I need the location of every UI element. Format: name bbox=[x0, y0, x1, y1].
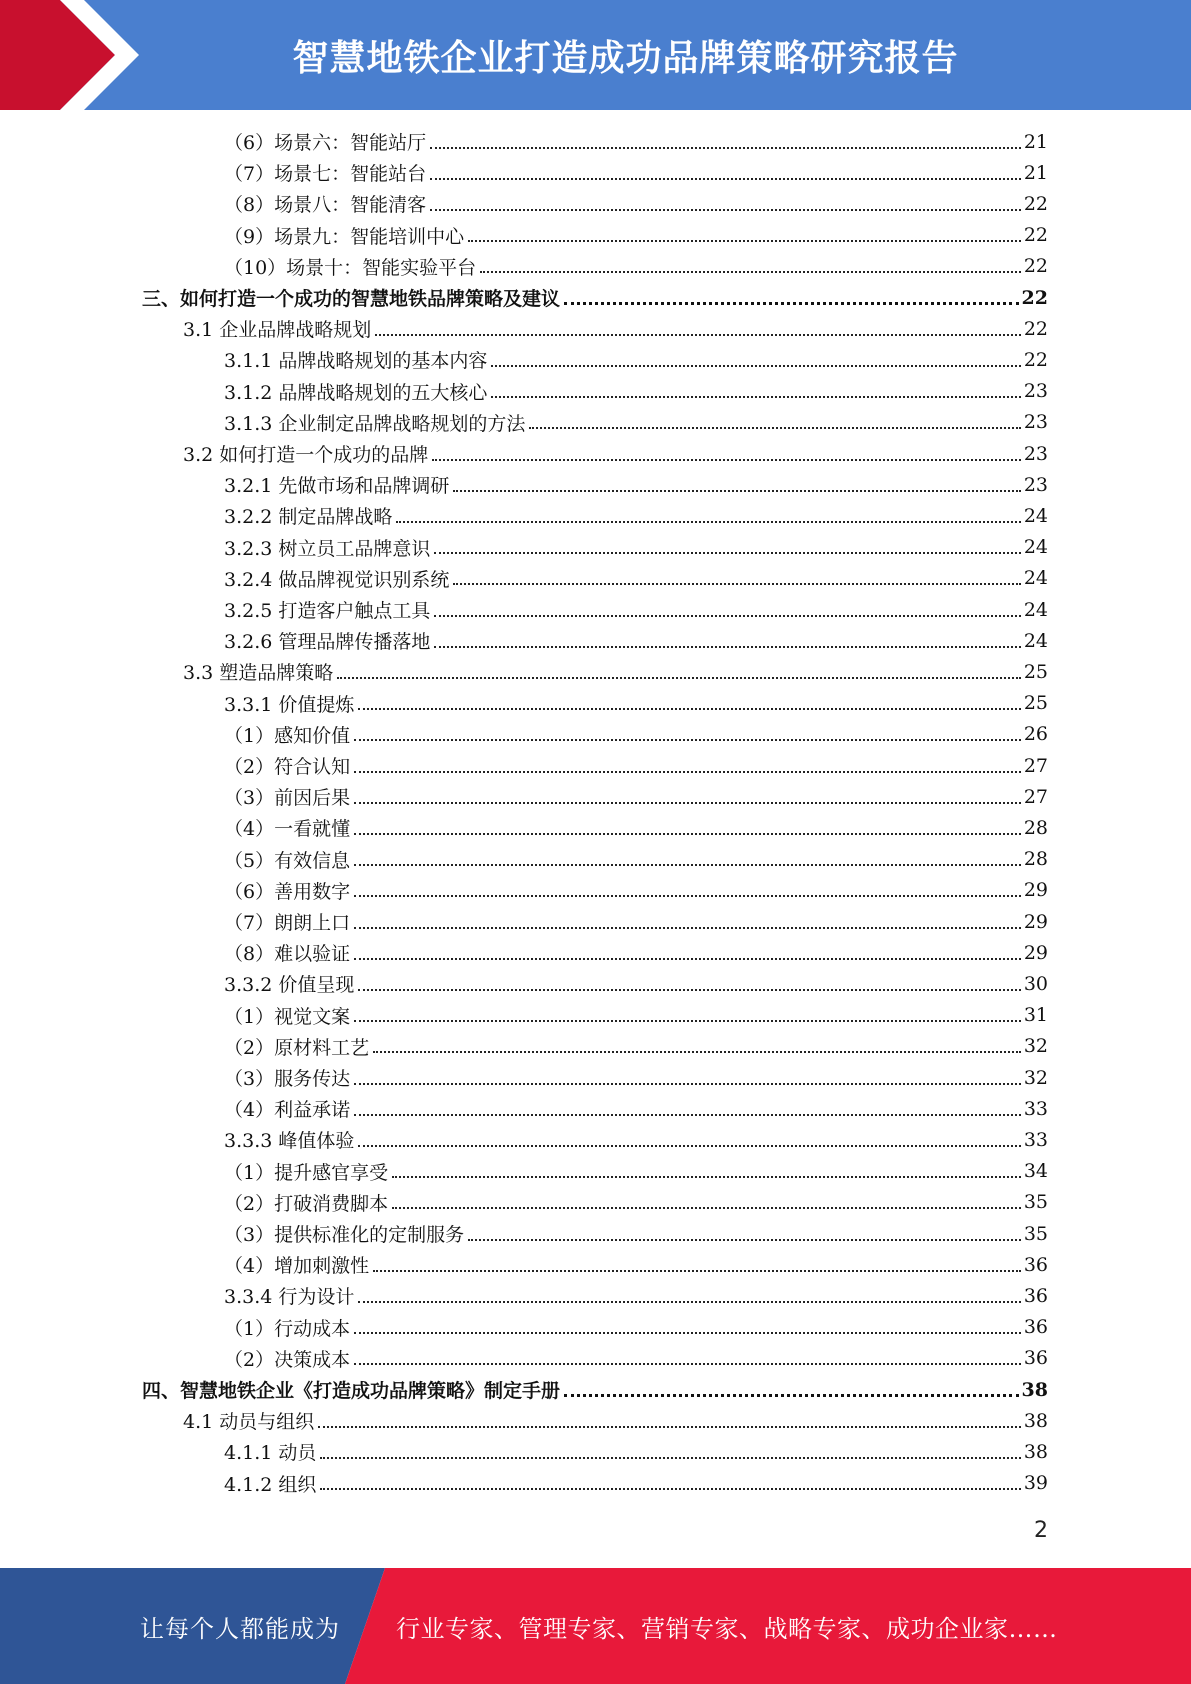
toc-entry-title: （2）原材料工艺 bbox=[224, 1036, 370, 1059]
toc-entry-title: （6）场景六：智能站厅 bbox=[224, 132, 427, 154]
toc-entry[interactable] bbox=[224, 875, 1048, 906]
toc-dot-leader bbox=[480, 271, 1021, 273]
toc-entry-title: 3.1 企业品牌战略规划 bbox=[183, 319, 372, 342]
toc-dot-leader bbox=[430, 209, 1021, 211]
toc-dot-leader bbox=[396, 521, 1020, 523]
toc-entry-page: 29 bbox=[1023, 910, 1048, 933]
toc-entry-page: 23 bbox=[1023, 380, 1048, 403]
toc-entry-title: （3）前因后果 bbox=[224, 787, 351, 810]
toc-dot-leader bbox=[529, 427, 1020, 429]
toc-dot-leader bbox=[337, 677, 1021, 679]
toc-entry-title: 3.2.3 树立员工品牌意识 bbox=[224, 537, 431, 560]
toc-entry-page: 32 bbox=[1023, 1035, 1048, 1058]
toc-entry[interactable] bbox=[224, 594, 1048, 625]
toc-entry[interactable] bbox=[224, 469, 1048, 500]
chevron-arrow-icon bbox=[0, 0, 160, 110]
toc-entry-page: 30 bbox=[1023, 972, 1048, 995]
toc-entry[interactable] bbox=[224, 344, 1048, 375]
toc-entry-page: 29 bbox=[1023, 879, 1048, 902]
toc-entry-page: 22 bbox=[1023, 317, 1048, 340]
toc-entry-title: 3.3 塑造品牌策略 bbox=[183, 662, 334, 685]
toc-dot-leader bbox=[430, 147, 1021, 149]
toc-entry[interactable] bbox=[224, 1312, 1048, 1343]
toc-entry-title: （1）提升感官享受 bbox=[224, 1161, 389, 1184]
toc-dot-leader bbox=[354, 833, 1021, 835]
toc-entry[interactable] bbox=[224, 906, 1048, 937]
toc-entry-page: 24 bbox=[1023, 629, 1048, 652]
toc-entry[interactable] bbox=[224, 1062, 1048, 1093]
toc-entry-page: 38 bbox=[1021, 1378, 1048, 1401]
toc-entry-title: （4）利益承诺 bbox=[224, 1099, 351, 1122]
toc-dot-leader bbox=[354, 864, 1021, 866]
page-number: 2 bbox=[1034, 1518, 1048, 1543]
toc-dot-leader bbox=[468, 240, 1021, 242]
toc-entry-page: 21 bbox=[1023, 130, 1048, 153]
toc-entry-page: 24 bbox=[1023, 504, 1048, 527]
toc-entry[interactable] bbox=[224, 750, 1048, 781]
toc-entry-page: 28 bbox=[1023, 848, 1048, 871]
toc-entry[interactable] bbox=[224, 376, 1048, 407]
toc-dot-leader bbox=[434, 615, 1020, 617]
toc-entry-title: 4.1 动员与组织 bbox=[183, 1411, 315, 1434]
toc-entry-page: 38 bbox=[1023, 1440, 1048, 1463]
toc-entry[interactable] bbox=[224, 188, 1048, 219]
toc-entry[interactable] bbox=[224, 1000, 1048, 1031]
toc-entry-page: 36 bbox=[1023, 1316, 1048, 1339]
toc-dot-leader bbox=[354, 1083, 1021, 1085]
toc-entry-page: 25 bbox=[1023, 692, 1048, 715]
toc-entry-title: 3.2.4 做品牌视觉识别系统 bbox=[224, 568, 450, 591]
toc-dot-leader bbox=[354, 895, 1021, 897]
toc-entry-title: 3.2.6 管理品牌传播落地 bbox=[224, 631, 431, 654]
toc-entry[interactable] bbox=[224, 220, 1048, 251]
toc-entry-title: 3.3.4 行为设计 bbox=[224, 1286, 355, 1309]
toc-entry[interactable] bbox=[224, 1280, 1048, 1311]
toc-dot-leader bbox=[453, 583, 1020, 585]
toc-entry[interactable] bbox=[224, 126, 1048, 157]
toc-entry-title: （1）行动成本 bbox=[224, 1317, 351, 1340]
toc-entry-page: 33 bbox=[1023, 1128, 1048, 1151]
toc-entry[interactable] bbox=[183, 656, 1048, 687]
toc-entry-page: 22 bbox=[1023, 255, 1048, 278]
toc-entry-title: 3.2.5 打造客户触点工具 bbox=[224, 600, 431, 622]
toc-entry-page: 31 bbox=[1023, 1004, 1048, 1027]
toc-dot-leader bbox=[320, 1488, 1020, 1490]
toc-entry-title: （8）场景八：智能清客 bbox=[224, 194, 427, 217]
toc-entry-page: 24 bbox=[1023, 536, 1048, 559]
toc-dot-leader bbox=[434, 646, 1020, 648]
toc-entry-title: （7）朗朗上口 bbox=[224, 912, 351, 934]
toc-entry[interactable] bbox=[224, 1468, 1048, 1499]
toc-entry[interactable] bbox=[224, 719, 1048, 750]
toc-entry-page: 24 bbox=[1023, 598, 1048, 621]
toc-entry-title: 3.2.2 制定品牌战略 bbox=[224, 506, 393, 529]
toc-entry-page: 35 bbox=[1023, 1191, 1048, 1214]
toc-entry-title: （1）感知价值 bbox=[224, 724, 351, 747]
toc-entry-title: （1）视觉文案 bbox=[224, 1005, 351, 1028]
toc-entry[interactable] bbox=[224, 1436, 1048, 1467]
page-title: 智慧地铁企业打造成功品牌策略研究报告 bbox=[292, 37, 959, 79]
toc-entry[interactable] bbox=[224, 1218, 1048, 1249]
toc-entry-page: 33 bbox=[1023, 1097, 1048, 1120]
toc-entry[interactable] bbox=[224, 500, 1048, 531]
toc-entry-title: （8）难以验证 bbox=[224, 943, 351, 966]
toc-dot-leader bbox=[392, 1207, 1021, 1209]
toc-entry-title: 四、智慧地铁企业《打造成功品牌策略》制定手册 bbox=[142, 1380, 561, 1402]
toc-entry-title: 三、如何打造一个成功的智慧地铁品牌策略及建议 bbox=[142, 288, 561, 310]
toc-entry-page: 23 bbox=[1023, 442, 1048, 465]
toc-entry-title: （4）一看就懂 bbox=[224, 818, 351, 841]
toc-dot-leader bbox=[432, 459, 1021, 461]
toc-entry[interactable] bbox=[224, 563, 1048, 594]
toc-dot-leader bbox=[354, 771, 1021, 773]
toc-entry-title: 3.3.1 价值提炼 bbox=[224, 693, 355, 716]
toc-entry-page: 22 bbox=[1023, 348, 1048, 371]
toc-entry-page: 21 bbox=[1023, 161, 1048, 184]
toc-entry-page: 27 bbox=[1023, 785, 1048, 808]
toc-entry-title: （4）增加刺激性 bbox=[224, 1255, 370, 1278]
toc-entry-page: 32 bbox=[1023, 1066, 1048, 1089]
toc-dot-leader bbox=[375, 334, 1021, 336]
toc-entry[interactable] bbox=[183, 1405, 1048, 1436]
toc-entry-page: 29 bbox=[1023, 941, 1048, 964]
toc-entry-title: （6）善用数字 bbox=[224, 880, 351, 903]
toc-entry-title: 3.2.1 先做市场和品牌调研 bbox=[224, 475, 450, 498]
toc-entry-title: （2）打破消费脚本 bbox=[224, 1192, 389, 1215]
toc-entry[interactable] bbox=[183, 313, 1048, 344]
toc-entry-page: 25 bbox=[1023, 660, 1048, 683]
toc-entry-page: 35 bbox=[1023, 1222, 1048, 1245]
toc-dot-leader bbox=[564, 302, 1019, 305]
toc-dot-leader bbox=[358, 1301, 1020, 1303]
toc-entry-page: 22 bbox=[1023, 192, 1048, 215]
page-header bbox=[0, 0, 1191, 110]
toc-entry-title: 3.1.3 企业制定品牌战略规划的方法 bbox=[224, 412, 526, 435]
footer-slogan-left: 让每个人都能成为 bbox=[140, 1614, 340, 1643]
toc-entry[interactable] bbox=[224, 1249, 1048, 1280]
toc-entry-page: 22 bbox=[1023, 224, 1048, 247]
toc-entry[interactable] bbox=[224, 1031, 1048, 1062]
toc-entry-title: （9）场景九：智能培训中心 bbox=[224, 225, 465, 248]
toc-dot-leader bbox=[491, 396, 1020, 398]
toc-entry[interactable] bbox=[224, 532, 1048, 563]
toc-dot-leader bbox=[358, 989, 1020, 991]
toc-dot-leader bbox=[430, 178, 1021, 180]
toc-entry[interactable] bbox=[224, 937, 1048, 968]
toc-dot-leader bbox=[434, 552, 1020, 554]
toc-entry-title: （10）场景十：智能实验平台 bbox=[224, 256, 477, 279]
toc-entry-page: 39 bbox=[1023, 1472, 1048, 1495]
page-footer bbox=[0, 1568, 1191, 1684]
toc-entry-title: （3）服务传达 bbox=[224, 1068, 351, 1090]
toc-entry-title: （2）决策成本 bbox=[224, 1348, 351, 1371]
toc-entry-title: 3.2 如何打造一个成功的品牌 bbox=[183, 444, 429, 466]
toc-entry-title: 4.1.1 动员 bbox=[224, 1442, 317, 1465]
toc-dot-leader bbox=[354, 802, 1021, 804]
toc-entry-page: 26 bbox=[1023, 723, 1048, 746]
toc-dot-leader bbox=[564, 1394, 1019, 1397]
toc-dot-leader bbox=[468, 1239, 1021, 1241]
toc-entry[interactable] bbox=[224, 157, 1048, 188]
toc-entry-title: （3）提供标准化的定制服务 bbox=[224, 1224, 465, 1246]
toc-entry-page: 36 bbox=[1023, 1253, 1048, 1276]
toc-dot-leader bbox=[491, 365, 1020, 367]
toc-dot-leader bbox=[392, 1176, 1021, 1178]
toc-entry-title: 3.3.3 峰值体验 bbox=[224, 1130, 355, 1153]
toc-entry-page: 36 bbox=[1023, 1284, 1048, 1307]
toc-entry-page: 36 bbox=[1023, 1347, 1048, 1370]
toc-entry-title: 3.3.2 价值呈现 bbox=[224, 974, 355, 997]
toc-entry-title: 4.1.2 组织 bbox=[224, 1473, 317, 1496]
toc-entry-page: 34 bbox=[1023, 1160, 1048, 1183]
toc-dot-leader bbox=[354, 958, 1021, 960]
toc-entry[interactable] bbox=[224, 1093, 1048, 1124]
toc-entry[interactable] bbox=[224, 1124, 1048, 1155]
toc-dot-leader bbox=[453, 490, 1020, 492]
toc-dot-leader bbox=[358, 1145, 1020, 1147]
toc-entry-page: 28 bbox=[1023, 816, 1048, 839]
toc-entry[interactable] bbox=[224, 844, 1048, 875]
toc-dot-leader bbox=[354, 1020, 1021, 1022]
toc-dot-leader bbox=[373, 1270, 1021, 1272]
footer-slogan-right: 行业专家、管理专家、营销专家、战略专家、成功企业家…… bbox=[396, 1614, 1058, 1643]
toc-dot-leader bbox=[354, 1332, 1021, 1334]
toc-entry[interactable] bbox=[224, 812, 1048, 843]
toc-entry[interactable] bbox=[142, 1374, 1048, 1405]
toc-entry-page: 23 bbox=[1023, 473, 1048, 496]
toc-dot-leader bbox=[354, 1363, 1021, 1365]
toc-dot-leader bbox=[320, 1457, 1020, 1459]
toc-entry-page: 27 bbox=[1023, 754, 1048, 777]
toc-entry-page: 24 bbox=[1023, 567, 1048, 590]
toc-entry-page: 22 bbox=[1021, 286, 1048, 309]
toc-entry-title: 3.1.1 品牌战略规划的基本内容 bbox=[224, 350, 488, 373]
toc-entry[interactable] bbox=[224, 1187, 1048, 1218]
toc-dot-leader bbox=[318, 1426, 1021, 1428]
toc-entry[interactable] bbox=[224, 688, 1048, 719]
toc-entry[interactable] bbox=[224, 625, 1048, 656]
toc-entry-page: 38 bbox=[1023, 1409, 1048, 1432]
toc-dot-leader bbox=[354, 927, 1021, 929]
toc-dot-leader bbox=[354, 1114, 1021, 1116]
toc-entry[interactable] bbox=[224, 407, 1048, 438]
toc-entry[interactable] bbox=[183, 438, 1048, 469]
toc-entry[interactable] bbox=[224, 1156, 1048, 1187]
toc-entry[interactable] bbox=[224, 781, 1048, 812]
toc-entry[interactable] bbox=[224, 251, 1048, 282]
toc-entry-title: （2）符合认知 bbox=[224, 756, 351, 778]
toc-entry-title: 3.1.2 品牌战略规划的五大核心 bbox=[224, 381, 488, 404]
toc-dot-leader bbox=[373, 1051, 1021, 1053]
toc-entry[interactable] bbox=[224, 1343, 1048, 1374]
toc-entry[interactable] bbox=[142, 282, 1048, 313]
toc-dot-leader bbox=[358, 708, 1020, 710]
toc-entry-title: （5）有效信息 bbox=[224, 849, 351, 872]
toc-entry-title: （7）场景七：智能站台 bbox=[224, 163, 427, 186]
toc-entry-page: 23 bbox=[1023, 411, 1048, 434]
toc-entry[interactable] bbox=[224, 968, 1048, 999]
toc-dot-leader bbox=[354, 739, 1021, 741]
